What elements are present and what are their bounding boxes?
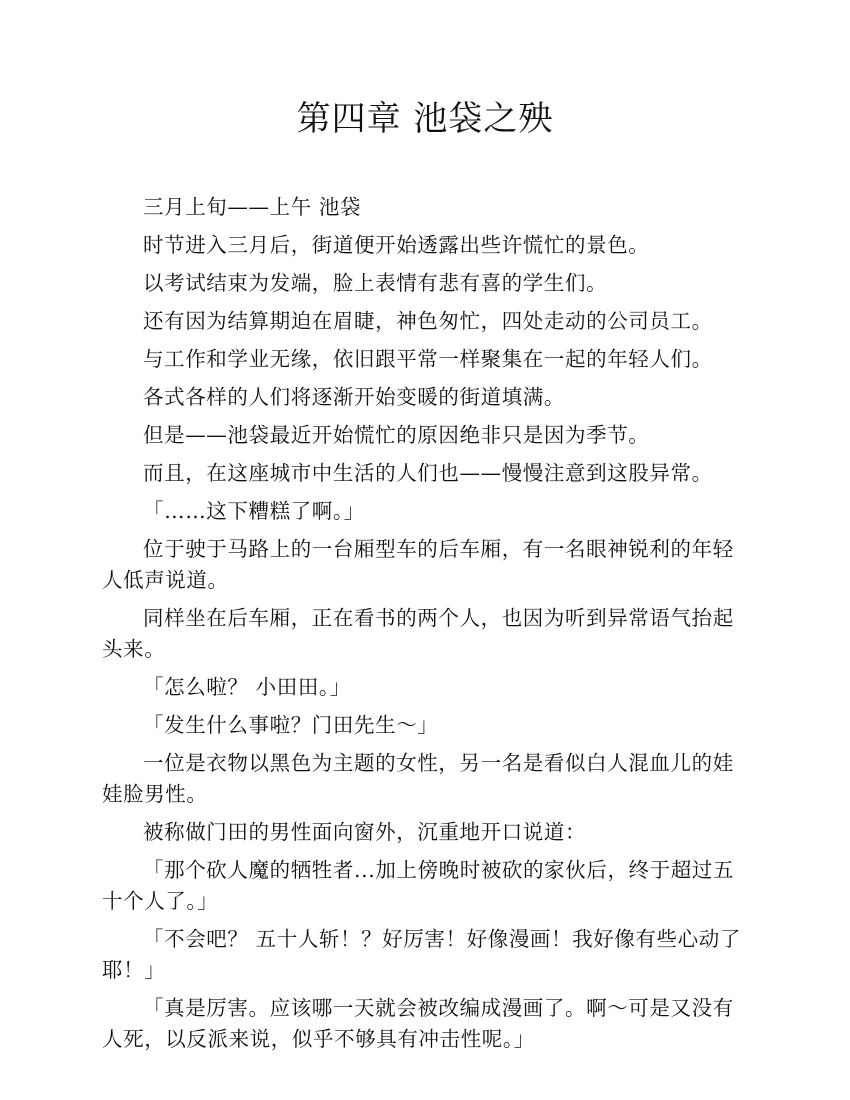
paragraph: 「真是厉害。应该哪一天就会被改编成漫画了。啊～可是又没有人死，以反派来说，似乎不够具有冲击性呢。」	[102, 996, 734, 1051]
paragraph: 位于驶于马路上的一台厢型车的后车厢，有一名眼神锐利的年轻人低声说道。	[102, 537, 734, 592]
paragraph: 「怎么啦？ 小田田。」	[143, 675, 351, 699]
paragraph: 与工作和学业无缘，依旧跟平常一样聚集在一起的年轻人们。	[143, 347, 713, 371]
paragraph: 各式各样的人们将逐渐开始变暖的街道填满。	[143, 385, 565, 409]
paragraph: 「不会吧？ 五十人斩！？好厉害！好像漫画！我好像有些心动了耶！」	[102, 927, 741, 982]
paragraph: 还有因为结算期迫在眉睫，神色匆忙，四处走动的公司员工。	[143, 309, 713, 333]
paragraph: 同样坐在后车厢，正在看书的两个人，也因为听到异常语气抬起头来。	[102, 606, 734, 661]
paragraph: 三月上旬——上午 池袋	[143, 195, 362, 219]
chapter-body	[102, 192, 748, 1062]
paragraph: 「发生什么事啦？门田先生～」	[143, 713, 439, 737]
paragraph: 但是——池袋最近开始慌忙的原因绝非只是因为季节。	[143, 423, 650, 447]
paragraph: 时节进入三月后，街道便开始透露出些许慌忙的景色。	[143, 233, 650, 257]
paragraph: 而且，在这座城市中生活的人们也——慢慢注意到这股异常。	[143, 461, 713, 485]
paragraph: 「那个砍人魔的牺牲者...加上傍晚时被砍的家伙后，终于超过五十个人了。」	[102, 858, 735, 913]
paragraph: 「……这下糟糕了啊。」	[143, 499, 365, 523]
paragraph: 以考试结束为发端，脸上表情有悲有喜的学生们。	[143, 271, 608, 295]
paragraph: 一位是衣物以黑色为主题的女性，另一名是看似白人混血儿的娃娃脸男性。	[102, 751, 734, 806]
paragraph: 被称做门田的男性面向窗外，沉重地开口说道：	[143, 820, 587, 844]
chapter-title: 第四章 池袋之殃	[296, 99, 554, 139]
